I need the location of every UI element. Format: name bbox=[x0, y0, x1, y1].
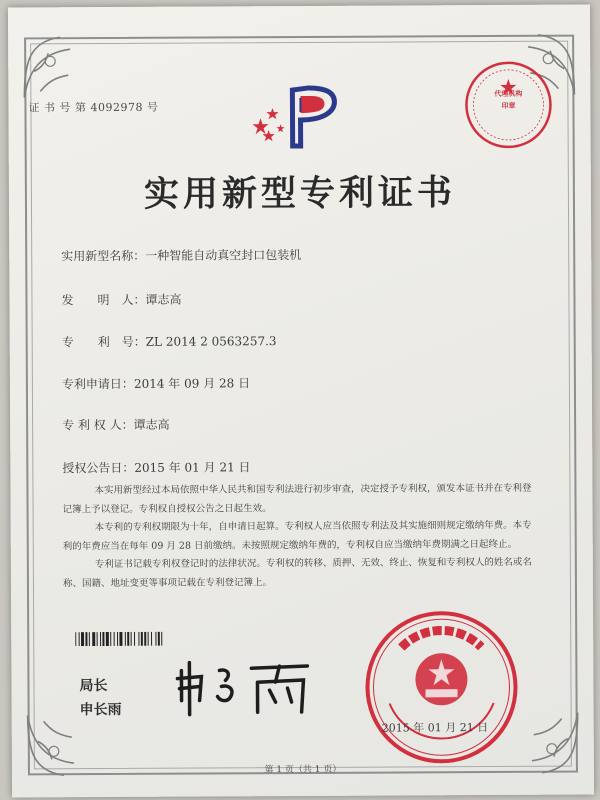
field-value: 一种智能自动真空封口包装机 bbox=[145, 247, 302, 263]
certificate-body bbox=[62, 480, 533, 593]
field-inventor bbox=[61, 291, 181, 309]
field-label: 实用新型名称： bbox=[61, 248, 146, 264]
body-paragraph: 本专利的专利权期限为十年，自申请日起算。专利权人应当依照专利法及其实施细则规定缴纳年费。本专利的年费应当在每年 09 月 28 日前缴纳。未按照规定缴纳年费的，专利权自应当缴纳年费期满之日起终止。 bbox=[62, 519, 532, 552]
certificate-number: 证 书 号 第 4092978 号 bbox=[28, 100, 159, 115]
page-title: 实用新型专利证书 bbox=[143, 172, 457, 215]
field-grant-date bbox=[62, 458, 250, 476]
corner-ornament-icon bbox=[20, 31, 90, 101]
field-value: ZL 2014 2 0563257.3 bbox=[145, 334, 277, 349]
field-patentee bbox=[62, 416, 170, 434]
agency-seal-text: 代理机构 bbox=[494, 88, 523, 98]
barcode-icon bbox=[75, 631, 235, 646]
director-title: 局长 bbox=[79, 678, 108, 695]
body-paragraph: 本实用新型经过本局依照中华人民共和国专利法进行初步审查，决定授予专利权，颁发本证书并在专利登记簿上予以登记。专利权自授权公告之日起生效。 bbox=[62, 482, 532, 515]
field-label: 专 利 号： bbox=[61, 334, 146, 350]
field-value: 2014 年 09 月 28 日 bbox=[133, 376, 251, 391]
field-value: 谭志高 bbox=[133, 417, 170, 432]
field-application-date bbox=[62, 374, 250, 392]
body-paragraph: 专利证书记载专利权登记时的法律状况。专利权的转移、质押、无效、终止、恢复和专利权人的姓名或名称、国籍、地址变更等事项记载在专利登记簿上。 bbox=[62, 556, 532, 589]
field-value: 2015 年 01 月 21 日 bbox=[134, 460, 251, 475]
field-patent-number bbox=[62, 332, 277, 350]
certificate-paper bbox=[8, 4, 594, 797]
seal-date: 2015 年 01 月 21 日 bbox=[381, 721, 489, 735]
page-number: 第 1 页（共 1 页） bbox=[264, 764, 342, 776]
field-label: 授权公告日： bbox=[62, 460, 135, 476]
field-label: 专 利 权 人： bbox=[62, 417, 134, 433]
agency-seal-text: 印章 bbox=[501, 100, 516, 110]
field-utility-model-name bbox=[61, 246, 301, 264]
director-name: 申长雨 bbox=[79, 701, 122, 719]
field-value: 谭志高 bbox=[145, 292, 182, 307]
official-seal-icon bbox=[361, 607, 522, 768]
director-signature-icon bbox=[171, 656, 316, 717]
patent-office-logo-icon bbox=[248, 80, 348, 153]
field-label: 专利申请日： bbox=[61, 376, 134, 392]
field-label: 发 明 人： bbox=[61, 292, 146, 308]
